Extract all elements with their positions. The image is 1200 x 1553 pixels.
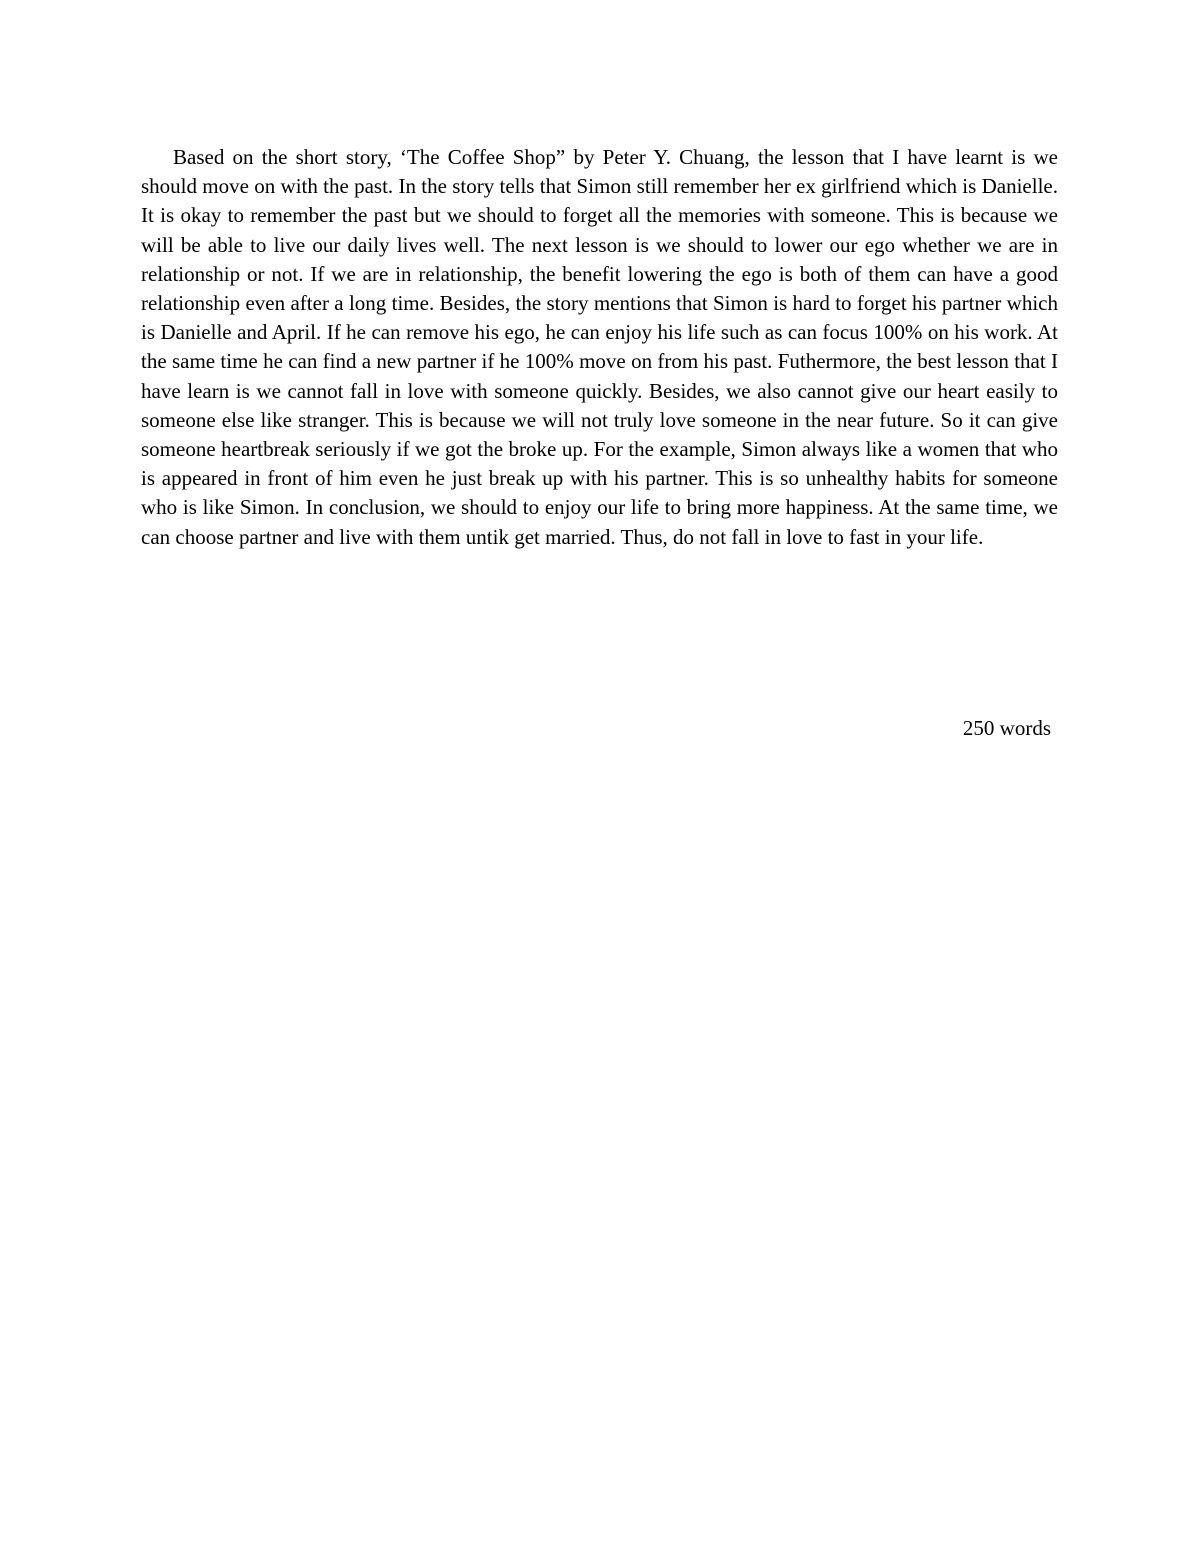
word-count: 250 words <box>962 716 1051 740</box>
essay-paragraph: Based on the short story, ‘The Coffee Shop” by Peter Y. Chuang, the lesson that I have learnt is we should move on with the past. In the story tells that Simon still remember her ex girlfriend which is Danielle. It is okay to remember the past but we should to forget all the memories with someone. This is because we will be able to live our daily lives well. The next lesson is we should to lower our ego whether we are in relationship or not. If we are in relationship, the benefit lowering the ego is both of them can have a good relationship even after a long time. Besides, the story mentions that Simon is hard to forget his partner which is Danielle and April. If he can remove his ego, he can enjoy his life such as can focus 100% on his work. At the same time he can find a new partner if he 100% move on from his past. Futhermore, the best lesson that I have learn is we cannot fall in love with someone quickly. Besides, we also cannot give our heart easily to someone else like stranger. This is because we will not truly love someone in the near future. So it can give someone heartbreak seriously if we got the broke up. For the example, Simon always like a women that who is appeared in front of him even he just break up with his partner. This is so unhealthy habits for someone who is like Simon. In conclusion, we should to enjoy our life to bring more happiness. At the same time, we can choose partner and live with them untik get married. Thus, do not fall in love to fast in your life. <box>141 145 1058 549</box>
